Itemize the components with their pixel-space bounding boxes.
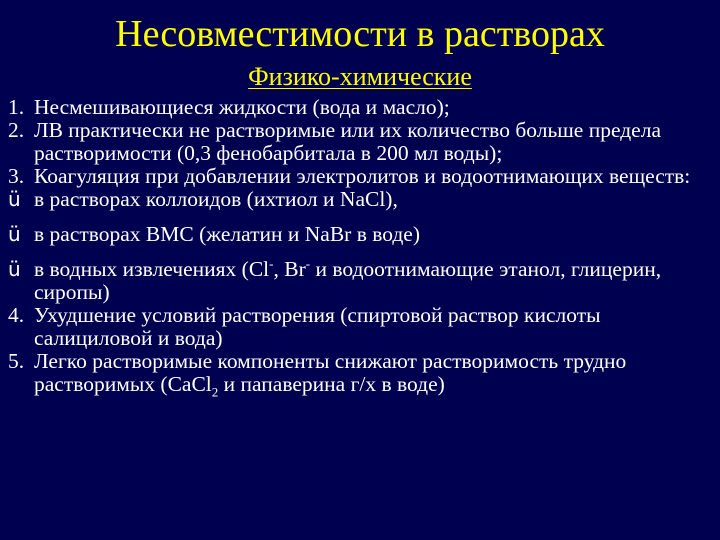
slide-title: Несовместимости в растворах <box>115 13 605 55</box>
list-item-4 <box>8 304 716 350</box>
item-text <box>34 255 716 304</box>
checkmark-icon: ü <box>8 257 21 281</box>
item-text <box>34 349 716 400</box>
item-text: Ухудшение условий растворения (спиртовой раствор кислоты салициловой и вода) <box>34 303 601 350</box>
list-item-5 <box>8 349 716 400</box>
item-text: в растворах коллоидов (ихтиол и NaCl), <box>34 187 398 211</box>
item-number: 1. <box>8 95 25 119</box>
list-item-1 <box>8 96 716 119</box>
item-number: 2. <box>8 118 25 142</box>
checkmark-icon: ü <box>8 187 21 211</box>
list-item-2 <box>8 119 716 165</box>
list-item-extracts <box>8 255 716 304</box>
item-text-part: и папаверина г/х в воде) <box>218 372 445 396</box>
list-item-3 <box>8 165 716 188</box>
item-text: Коагуляция при добавлении электролитов и водоотнимающих веществ: <box>34 164 691 188</box>
item-text-part: и водоотнимающие этанол, глицерин, сиропы) <box>34 257 662 304</box>
list-item-colloids <box>8 188 716 211</box>
slide-subtitle: Физико-химические <box>248 62 472 91</box>
checkmark-icon: ü <box>8 222 21 246</box>
item-text-part: , Br <box>273 257 306 281</box>
superscript: - <box>269 255 274 271</box>
subscript: 2 <box>211 384 219 400</box>
item-text: Несмешивающиеся жидкости (вода и масло); <box>34 95 450 119</box>
item-number: 4. <box>8 303 25 327</box>
item-list <box>8 95 716 400</box>
item-text: ЛВ практически не растворимые или их количество больше предела растворимости (0,3 фенобарбитала в 200 мл воды); <box>34 118 661 165</box>
item-number: 3. <box>8 164 25 188</box>
item-text-part: в водных извлечениях (Cl <box>34 257 270 281</box>
item-text-part: Легко растворимые компоненты снижают растворимость трудно растворимых (CaCl <box>34 349 627 396</box>
item-number: 5. <box>8 349 25 373</box>
item-text: в растворах ВМС (желатин и NaBr в воде) <box>34 222 421 246</box>
superscript: - <box>305 255 311 271</box>
list-item-vms <box>8 223 716 246</box>
